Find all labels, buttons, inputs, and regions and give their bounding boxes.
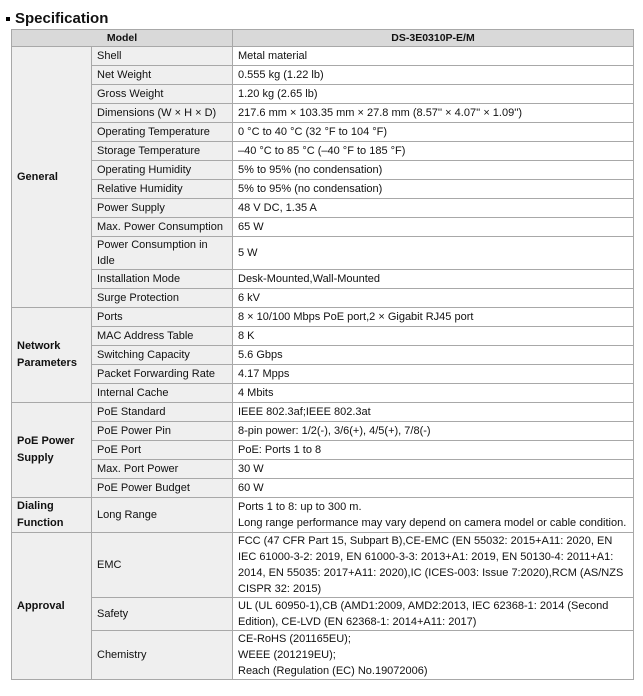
table-row bbox=[12, 346, 634, 365]
spec-item: Shell bbox=[92, 47, 233, 66]
table-row bbox=[12, 308, 634, 327]
spec-item: Gross Weight bbox=[92, 85, 233, 104]
spec-item: Power Supply bbox=[92, 199, 233, 218]
spec-item: Safety bbox=[92, 598, 233, 631]
group-general: General bbox=[12, 47, 92, 308]
spec-value: 8 × 10/100 Mbps PoE port,2 × Gigabit RJ45 port bbox=[233, 308, 634, 327]
table-row bbox=[12, 479, 634, 498]
spec-item: MAC Address Table bbox=[92, 327, 233, 346]
spec-item: Packet Forwarding Rate bbox=[92, 365, 233, 384]
spec-value: 65 W bbox=[233, 218, 634, 237]
spec-item: Long Range bbox=[92, 498, 233, 533]
table-row bbox=[12, 441, 634, 460]
spec-item: Dimensions (W × H × D) bbox=[92, 104, 233, 123]
spec-table bbox=[11, 29, 634, 680]
group-poe: PoE Power Supply bbox=[12, 403, 92, 498]
spec-value: 48 V DC, 1.35 A bbox=[233, 199, 634, 218]
spec-value: CE-RoHS (201165EU); WEEE (201219EU); Reach (Regulation (EC) No.19072006) bbox=[233, 631, 634, 680]
spec-value: 8 K bbox=[233, 327, 634, 346]
spec-value: Ports 1 to 8: up to 300 m. Long range performance may vary depend on camera model or cable condition. bbox=[233, 498, 634, 533]
table-header-row bbox=[12, 30, 634, 47]
spec-item: Max. Power Consumption bbox=[92, 218, 233, 237]
spec-value: FCC (47 CFR Part 15, Subpart B),CE-EMC (EN 55032: 2015+A11: 2020, EN IEC 61000-3-2: 2019, EN 61000-3-3: 2013+A1: 2019, EN 50130-4: 2011+A1: 2014, EN 55035: 2017+A11: 2020),IC (ICES-003: Issue 7:2020),RCM (AS/NZS CISPR 32: 2015) bbox=[233, 533, 634, 598]
spec-item: Max. Port Power bbox=[92, 460, 233, 479]
spec-value: 5.6 Gbps bbox=[233, 346, 634, 365]
table-row bbox=[12, 104, 634, 123]
spec-item: PoE Power Pin bbox=[92, 422, 233, 441]
spec-value: 5% to 95% (no condensation) bbox=[233, 180, 634, 199]
model-header: Model bbox=[12, 30, 233, 47]
spec-item: Operating Humidity bbox=[92, 161, 233, 180]
spec-item: Chemistry bbox=[92, 631, 233, 680]
spec-item: Surge Protection bbox=[92, 289, 233, 308]
table-row bbox=[12, 218, 634, 237]
spec-value: PoE: Ports 1 to 8 bbox=[233, 441, 634, 460]
spec-value: 8-pin power: 1/2(-), 3/6(+), 4/5(+), 7/8(-) bbox=[233, 422, 634, 441]
table-row bbox=[12, 237, 634, 270]
table-row bbox=[12, 142, 634, 161]
spec-item: Installation Mode bbox=[92, 270, 233, 289]
table-row bbox=[12, 66, 634, 85]
table-row bbox=[12, 403, 634, 422]
spec-value: Metal material bbox=[233, 47, 634, 66]
table-row bbox=[12, 270, 634, 289]
table-row bbox=[12, 598, 634, 631]
spec-item: Storage Temperature bbox=[92, 142, 233, 161]
spec-item: EMC bbox=[92, 533, 233, 598]
spec-value: 0.555 kg (1.22 lb) bbox=[233, 66, 634, 85]
spec-item: Internal Cache bbox=[92, 384, 233, 403]
spec-value: IEEE 802.3af;IEEE 802.3at bbox=[233, 403, 634, 422]
spec-heading bbox=[6, 9, 108, 29]
table-row bbox=[12, 47, 634, 66]
spec-value: 5% to 95% (no condensation) bbox=[233, 161, 634, 180]
spec-value: Desk-Mounted,Wall-Mounted bbox=[233, 270, 634, 289]
table-row bbox=[12, 422, 634, 441]
table-row bbox=[12, 199, 634, 218]
model-number-header: DS-3E0310P-E/M bbox=[233, 30, 634, 47]
spec-heading-text: Specification bbox=[15, 10, 109, 27]
spec-value: 5 W bbox=[233, 237, 634, 270]
spec-value: 1.20 kg (2.65 lb) bbox=[233, 85, 634, 104]
table-row bbox=[12, 365, 634, 384]
spec-item: PoE Standard bbox=[92, 403, 233, 422]
table-row bbox=[12, 631, 634, 680]
group-approval: Approval bbox=[12, 533, 92, 680]
table-row bbox=[12, 460, 634, 479]
spec-value: 4.17 Mpps bbox=[233, 365, 634, 384]
spec-value: 0 °C to 40 °C (32 °F to 104 °F) bbox=[233, 123, 634, 142]
spec-value: 6 kV bbox=[233, 289, 634, 308]
spec-value: 60 W bbox=[233, 479, 634, 498]
bullet-icon bbox=[6, 17, 10, 21]
spec-item: Power Consumption in Idle bbox=[92, 237, 233, 270]
group-network: Network Parameters bbox=[12, 308, 92, 403]
table-row bbox=[12, 384, 634, 403]
spec-value: 30 W bbox=[233, 460, 634, 479]
table-row bbox=[12, 533, 634, 598]
spec-item: PoE Port bbox=[92, 441, 233, 460]
spec-item: Net Weight bbox=[92, 66, 233, 85]
table-row bbox=[12, 180, 634, 199]
table-row bbox=[12, 85, 634, 104]
spec-item: Operating Temperature bbox=[92, 123, 233, 142]
spec-value: 217.6 mm × 103.35 mm × 27.8 mm (8.57'' × 4.07'' × 1.09'') bbox=[233, 104, 634, 123]
spec-item: PoE Power Budget bbox=[92, 479, 233, 498]
group-dialing: Dialing Function bbox=[12, 498, 92, 533]
spec-value: –40 °C to 85 °C (–40 °F to 185 °F) bbox=[233, 142, 634, 161]
table-row bbox=[12, 161, 634, 180]
spec-value: UL (UL 60950-1),CB (AMD1:2009, AMD2:2013, IEC 62368-1: 2014 (Second Edition), CE-LVD (EN 62368-1: 2014+A11: 2017) bbox=[233, 598, 634, 631]
table-row bbox=[12, 498, 634, 533]
table-row bbox=[12, 289, 634, 308]
table-row bbox=[12, 327, 634, 346]
spec-value: 4 Mbits bbox=[233, 384, 634, 403]
spec-item: Relative Humidity bbox=[92, 180, 233, 199]
spec-item: Ports bbox=[92, 308, 233, 327]
table-row bbox=[12, 123, 634, 142]
spec-item: Switching Capacity bbox=[92, 346, 233, 365]
